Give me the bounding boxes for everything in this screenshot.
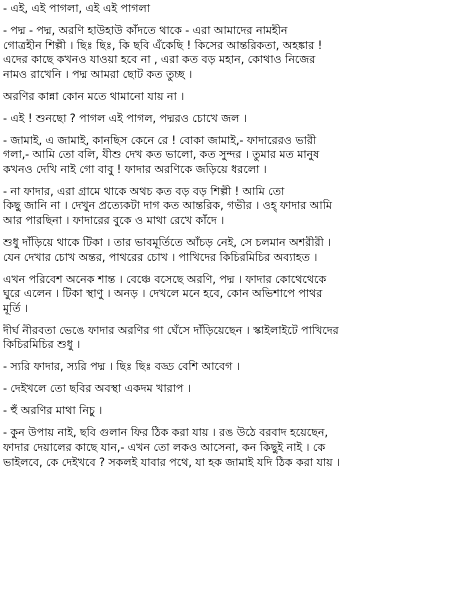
paragraph — [3, 324, 453, 353]
text-line: শুধু দাঁড়িয়ে থাকে টিকা । তার ভাবমূর্তিতে আঁচড় নেই, সে চলমান অশরীরী । — [3, 236, 332, 250]
text-line: ঘুরে এলেন । টিকা স্থাণু । অনড় । দেখলে মনে হবে, কোন অভিশাপে পাথর — [3, 287, 323, 301]
text-line: অরণির কান্না কোন মতে থামানো যায় না । — [3, 89, 185, 103]
text-line: এখন পরিবেশ অনেক শান্ত । বেঞ্চে বসেছে অরণি, পদ্ম । ফাদার কোথেথেকে — [3, 272, 327, 286]
paragraph — [3, 236, 453, 265]
paragraph — [3, 90, 453, 105]
text-line: - না ফাদার, এরা গ্রামে থাকে অথচ কত বড় বড় শিল্পী ! আমি তো — [3, 184, 285, 198]
text-line: এদের কাছে কখনও যাওয়া হবে না , এরা কত বড় মহান, কোথাও নিজের — [3, 53, 316, 67]
paragraph — [3, 112, 453, 127]
text-line: - দেইখলে তো ছবির অবস্থা একদম খারাপ । — [3, 382, 191, 396]
text-line: কখনও দেখি নাই গো বাবু ! ফাদার অরণিকে জড়িয়ে ধরলো । — [3, 162, 267, 176]
text-line: কিছু জানি না । দেখুন প্রত্যেকটা দাগ কত আন্তরিক, গভীর । ওহ্ ফাদার আমি — [3, 199, 333, 213]
text-line: আর পারছিনা । ফাদারের বুকে ও মাথা রেখে কাঁদে । — [3, 214, 225, 228]
text-line: - হুঁ অরণির মাথা নিচু । — [3, 404, 103, 418]
text-line: ফাদার দেয়ালের কাছে যান,- এখন তো লকও আসেনা, কন কিছুই নাই । কে — [3, 440, 326, 454]
paragraph — [3, 273, 453, 317]
paragraph — [3, 382, 453, 397]
paragraph — [3, 185, 453, 229]
text-line: নামও রাখেনি । পদ্ম আমরা ছোট কত তুচ্ছ । — [3, 67, 193, 81]
paragraph — [3, 2, 453, 17]
text-line: গোত্রহীন শিল্পী । ছিঃ ছিঃ, কি ছবি এঁকেছি ! কিসের আন্তরিকতা, অহঙ্কার ! — [3, 38, 323, 52]
text-line: যেন দেখার চোখ অন্তর, পাথরের চোখ । পাখিদের কিচিরমিচির অব্যাহত । — [3, 250, 318, 264]
text-line: গলা,- আমি তো বলি, যীশু দেখ কত ভালো, কত সুন্দর । তুমার মত মানুষ — [3, 148, 320, 162]
text-line: - স্যরি ফাদার, স্যরি পদ্ম । ছিঃ ছিঃ বড্ড বেশি আবেগ । — [3, 360, 240, 374]
text-line: - কুন উপায় নাই, ছবি গুলান ফির ঠিক করা যায় । রঙ উঠে বরবাদ হয়েছেন, — [3, 426, 328, 440]
paragraph — [3, 426, 453, 470]
text-line: মূর্তি । — [3, 301, 28, 315]
text-line: - এই ! শুনছো ? পাগল এই পাগল, পদ্মরও চোখে জল । — [3, 111, 247, 125]
text-line: ভাইলবে, কে দেইখবে ? সকলই যাবার পথে, যা হক জামাই যদি ঠিক করা যায় । — [3, 455, 340, 469]
text-line: কিচিরমিচির শুধু । — [3, 338, 81, 352]
text-line: - পদ্ম - পদ্ম, অরণি হাউহাউ কাঁদতে থাকে - এরা আমাদের নামহীন — [3, 23, 288, 37]
paragraph — [3, 404, 453, 419]
paragraph — [3, 360, 453, 375]
paragraph — [3, 24, 453, 82]
text-line: দীর্ঘ নীরবতা ভেঙে ফাদার অরণির গা ঘেঁসে দাঁড়িয়েছেন । স্কাইলাইটে পাখিদের — [3, 323, 339, 337]
paragraph — [3, 134, 453, 178]
text-line: - জামাই, এ জামাই, কানছিস কেনে রে ! বোকা জামাই,- ফাদারেরও ভারী — [3, 133, 317, 147]
text-line: - এই, এই পাগলা, এই এই পাগলা — [3, 2, 151, 15]
